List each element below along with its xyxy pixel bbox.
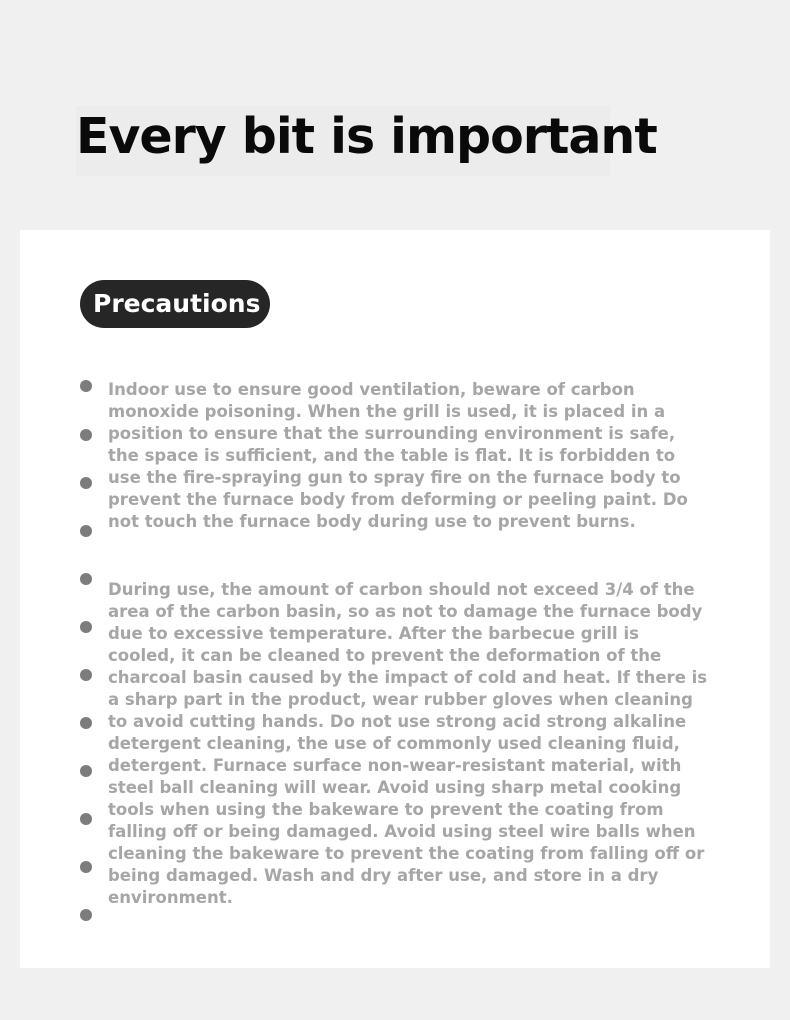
precautions-card <box>20 230 770 968</box>
bullet-dot <box>80 765 92 777</box>
bullet-column <box>80 380 94 920</box>
bullet-dot <box>80 813 92 825</box>
bullet-dot <box>80 861 92 873</box>
bullet-dot <box>80 717 92 729</box>
bullet-dot <box>80 669 92 681</box>
bullet-dot <box>80 909 92 921</box>
bullet-dot <box>80 477 92 489</box>
section-badge: Precautions <box>80 280 270 328</box>
precaution-paragraph-ventilation: Indoor use to ensure good ventilation, beware of carbon monoxide poisoning. When the grill is used, it is placed in a position to ensure that the surrounding environment is safe, the space is sufficient, and the table is flat. It is forbidden to use the fire-spraying gun to spray fire on the furnace body to prevent the furnace body from deforming or peeling paint. Do not touch the furnace body during use to prevent burns. <box>108 380 688 531</box>
bullet-dot <box>80 573 92 585</box>
bullet-dot <box>80 380 92 392</box>
precaution-paragraph-usage-cleaning: During use, the amount of carbon should not exceed 3/4 of the area of the carbon basin, so as not to damage the furnace body due to excessive temperature. After the barbecue grill is cooled, it can be cleaned to prevent the deformation of the charcoal basin caused by the impact of cold and heat. If there is a sharp part in the product, wear rubber gloves when cleaning to avoid cutting hands. Do not use strong acid strong alkaline detergent cleaning, the use of commonly used cleaning fluid, detergent. Furnace surface non-wear-resistant material, with steel ball cleaning will wear. Avoid using sharp metal cooking tools when using the bakeware to prevent the coating from falling off or being damaged. Avoid using steel wire balls when cleaning the bakeware to prevent the coating from falling off or being damaged. Wash and dry after use, and store in a dry environment. <box>108 580 708 907</box>
bullet-dot <box>80 525 92 537</box>
bullet-dot <box>80 429 92 441</box>
bullet-dot <box>80 621 92 633</box>
page-title: Every bit is important <box>76 106 610 176</box>
